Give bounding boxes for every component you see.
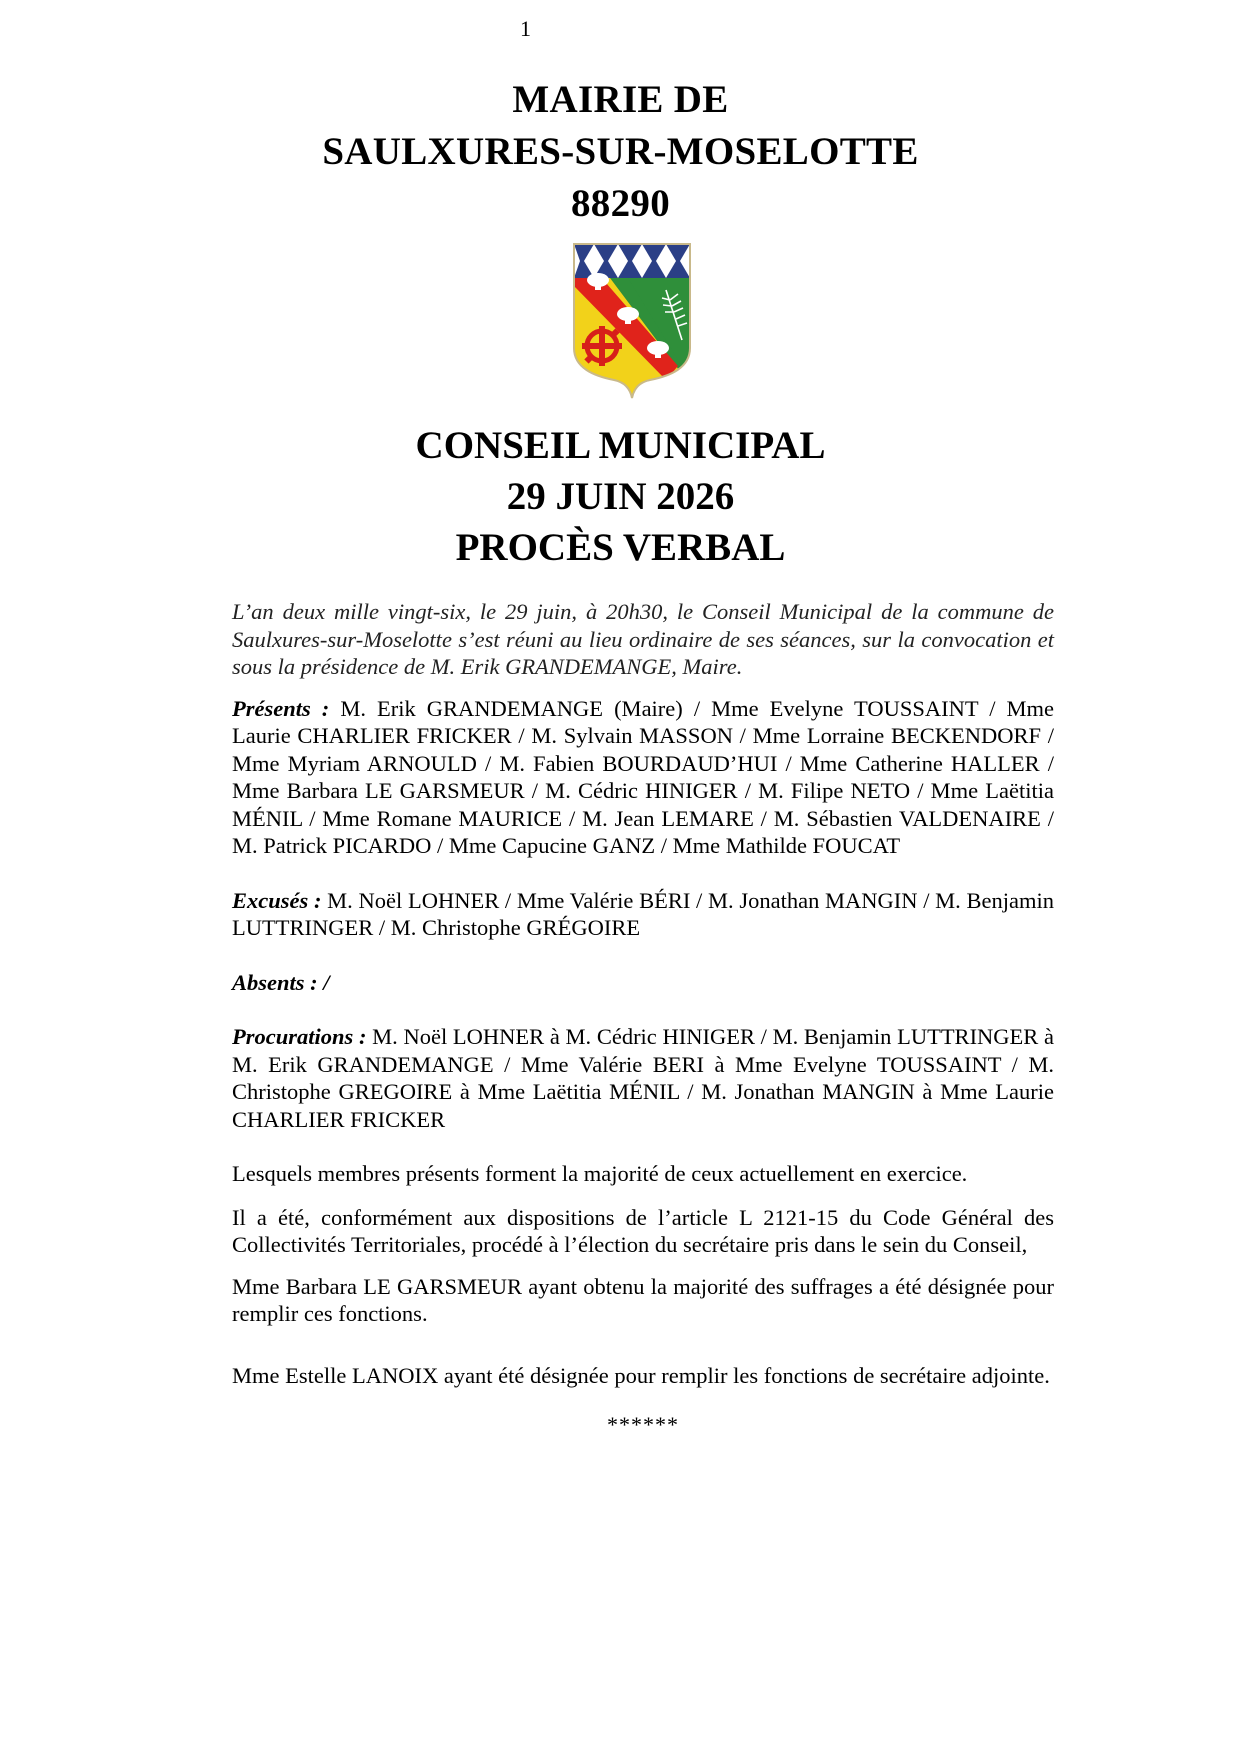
title-line-3: PROCÈS VERBAL xyxy=(455,526,786,569)
secretary-paragraph: Mme Barbara LE GARSMEUR ayant obtenu la majorité des suffrages a été désignée pour remplir ces fonctions. xyxy=(232,1273,1054,1326)
procurations-paragraph xyxy=(232,1023,1054,1133)
majority-paragraph: Lesquels membres présents forment la majorité de ceux actuellement en exercice. xyxy=(232,1161,968,1186)
excuses-list: M. Noël LOHNER / Mme Valérie BÉRI / M. Jonathan MANGIN / M. Benjamin LUTTRINGER / M. Christophe GRÉGOIRE xyxy=(232,887,1055,940)
title-date: 29 JUIN 2026 xyxy=(506,475,735,518)
absents-label: Absents : / xyxy=(232,969,330,995)
coat-of-arms-icon xyxy=(570,240,694,404)
town-hall-header xyxy=(0,74,1241,230)
minutes-body xyxy=(232,598,1054,1439)
title-line-1: CONSEIL MUNICIPAL xyxy=(415,424,826,467)
page-number: 1 xyxy=(520,16,531,41)
presents-list: M. Erik GRANDEMANGE (Maire) / Mme Evelyne TOUSSAINT / Mme Laurie CHARLIER FRICKER / M. Sylvain MASSON / Mme Lorraine BECKENDORF / Mme Myriam ARNOULD / M. Fabien BOURDAUD’HUI / Mme Catherine HALLER / Mme Barbara LE GARSMEUR / M. Cédric HINIGER / M. Filipe NETO / Mme Laëtitia MÉNIL / Mme Romane MAURICE / M. Jean LEMARE / M. Sébastien VALDENAIRE / M. Patrick PICARDO / Mme Capucine GANZ / Mme Mathilde FOUCAT xyxy=(232,695,1055,858)
procurations-label: Procurations : xyxy=(232,1024,367,1049)
document-title xyxy=(0,420,1241,573)
article-paragraph: Il a été, conformément aux dispositions de l’article L 2121-15 du Code Général des Collectivités Territoriales, procédé à l’élection du secrétaire pris dans le sein du Conseil, xyxy=(232,1204,1054,1257)
section-separator: ****** xyxy=(607,1412,679,1437)
excuses-paragraph xyxy=(232,887,1054,942)
excuses-label: Excusés : xyxy=(232,887,322,913)
absents-paragraph xyxy=(232,969,1054,997)
presents-label: Présents : xyxy=(232,695,330,721)
header-postcode: 88290 xyxy=(571,182,670,225)
header-line-2: SAULXURES-SUR-MOSELOTTE xyxy=(322,130,919,173)
presents-paragraph xyxy=(232,695,1054,860)
procurations-list: M. Noël LOHNER à M. Cédric HINIGER / M. Benjamin LUTTRINGER à M. Erik GRANDEMANGE / Mme Valérie BERI à Mme Evelyne TOUSSAINT / M. Christophe GREGOIRE à Mme Laëtitia MÉNIL / M. Jonathan MANGIN à Mme Laurie CHARLIER FRICKER xyxy=(232,1024,1054,1132)
intro-paragraph: L’an deux mille vingt-six, le 29 juin, à 20h30, le Conseil Municipal de la commune de Saulxures-sur-Moselotte s’est réuni au lieu ordinaire de ses séances, sur la convocation et sous la présidence de M. Erik GRANDEMANGE, Maire. xyxy=(232,599,1054,679)
header-line-1: MAIRIE DE xyxy=(512,78,729,121)
deputy-secretary-paragraph: Mme Estelle LANOIX ayant été désignée pour remplir les fonctions de secrétaire adjointe. xyxy=(232,1362,1050,1388)
